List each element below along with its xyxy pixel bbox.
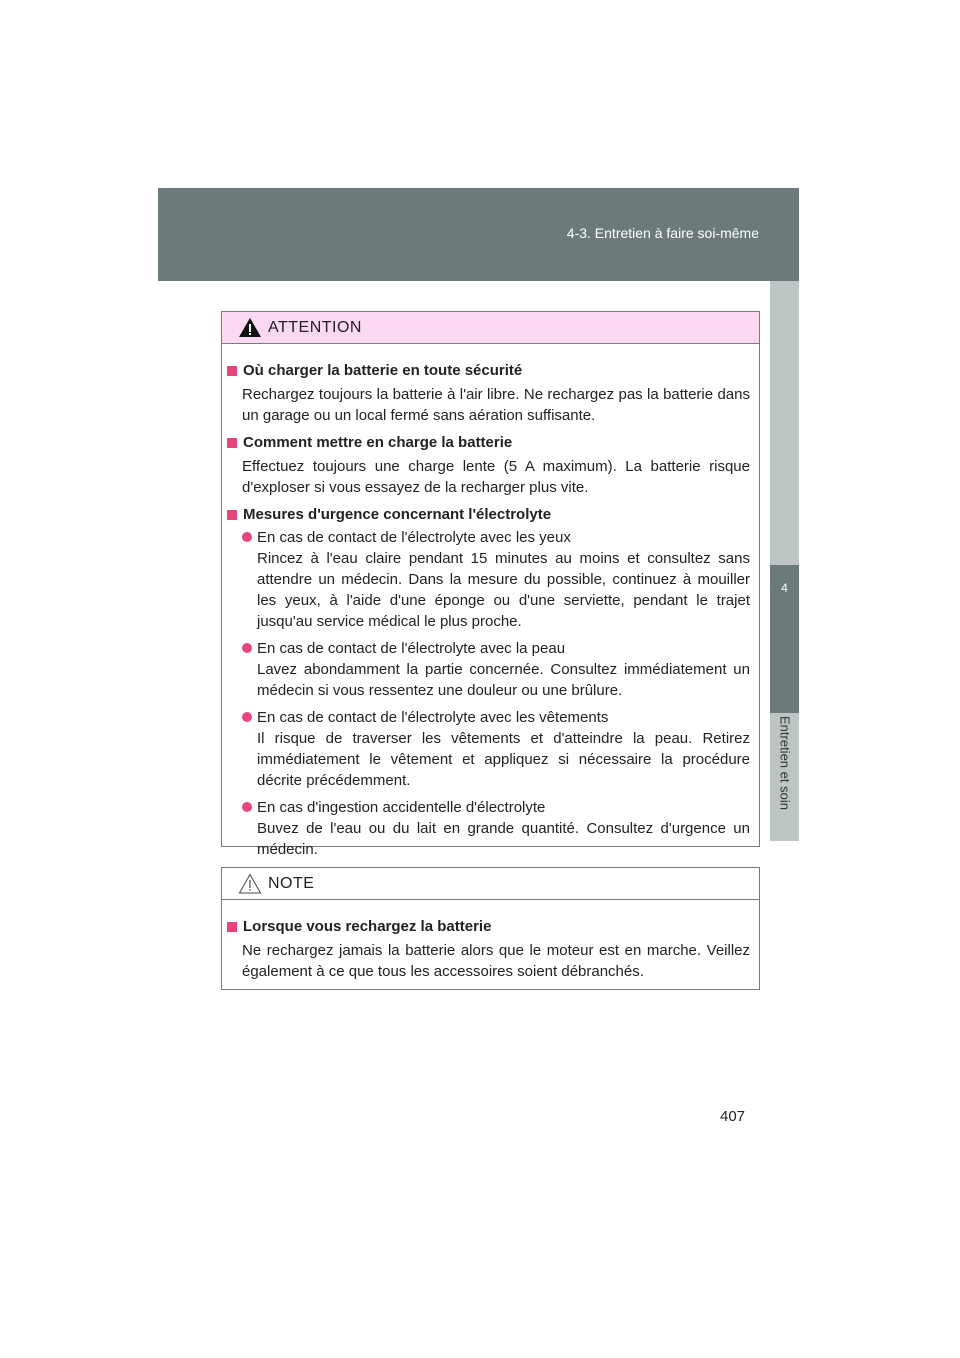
attention-title: ATTENTION bbox=[268, 318, 362, 336]
round-bullet-icon bbox=[242, 802, 252, 812]
section-title: 4-3. Entretien à faire soi-même bbox=[566, 225, 759, 241]
caution-outline-icon bbox=[238, 873, 262, 894]
chapter-label: Entretien et soin bbox=[777, 716, 793, 810]
section-title-charging-location: Où charger la batterie en toute sécurité bbox=[225, 360, 750, 381]
note-header bbox=[222, 868, 759, 900]
section-title-emergency: Mesures d'urgence concernant l'électrolyte bbox=[225, 504, 750, 525]
paragraph: Rechargez toujours la batterie à l'air libre. Ne rechargez pas la batterie dans un garage ou un local fermé sans aération suffisante. bbox=[242, 386, 750, 424]
bullet-text: Rincez à l'eau claire pendant 15 minutes au moins et consultez sans attendre un médecin. Dans la mesure du possible, continuez à mouiller les yeux, à l'aide d'une éponge ou d'une serviette, pendant le trajet jusqu'au service médical le plus proche. bbox=[257, 550, 750, 630]
bullet-text: Lavez abondamment la partie concernée. Consultez immédiatement un médecin si vous ressentez une douleur ou une brûlure. bbox=[257, 661, 750, 699]
round-bullet-icon bbox=[242, 712, 252, 722]
bullet-text: Il risque de traverser les vêtements et d'atteindre la peau. Retirez immédiatement le vêtement et appliquez si nécessaire la procédure décrite précédemment. bbox=[257, 730, 750, 789]
list-item bbox=[242, 707, 750, 791]
round-bullet-icon bbox=[242, 532, 252, 542]
bullet-text: Buvez de l'eau ou du lait en grande quantité. Consultez d'urgence un médecin. bbox=[257, 820, 750, 858]
list-item bbox=[242, 797, 750, 860]
section-title-charging-method: Comment mettre en charge la batterie bbox=[225, 432, 750, 453]
square-bullet-icon bbox=[227, 438, 237, 448]
bullet-title: En cas de contact de l'électrolyte avec la peau bbox=[257, 640, 566, 657]
header-bar bbox=[158, 188, 799, 281]
attention-box bbox=[221, 311, 760, 858]
warning-icon bbox=[238, 317, 262, 338]
bullet-title: En cas d'ingestion accidentelle d'électrolyte bbox=[257, 799, 546, 816]
square-bullet-icon bbox=[227, 922, 237, 932]
bullet-title: En cas de contact de l'électrolyte avec les yeux bbox=[257, 529, 571, 546]
bullet-title: En cas de contact de l'électrolyte avec les vêtements bbox=[257, 709, 609, 726]
paragraph: Effectuez toujours une charge lente (5 A maximum). La batterie risque d'exploser si vous essayez de la recharger plus vite. bbox=[242, 458, 750, 496]
list-item bbox=[242, 638, 750, 701]
note-box bbox=[221, 867, 760, 990]
chapter-number: 4 bbox=[770, 565, 799, 713]
round-bullet-icon bbox=[242, 643, 252, 653]
attention-header bbox=[222, 312, 759, 344]
paragraph: Ne rechargez jamais la batterie alors que le moteur est en marche. Veillez également à ce que tous les accessoires soient débranchés. bbox=[242, 942, 750, 980]
page-number: 407 bbox=[720, 1108, 746, 1125]
square-bullet-icon bbox=[227, 510, 237, 520]
note-title: NOTE bbox=[268, 874, 315, 892]
square-bullet-icon bbox=[227, 366, 237, 376]
section-title-recharging: Lorsque vous rechargez la batterie bbox=[225, 916, 750, 937]
list-item bbox=[242, 527, 750, 632]
